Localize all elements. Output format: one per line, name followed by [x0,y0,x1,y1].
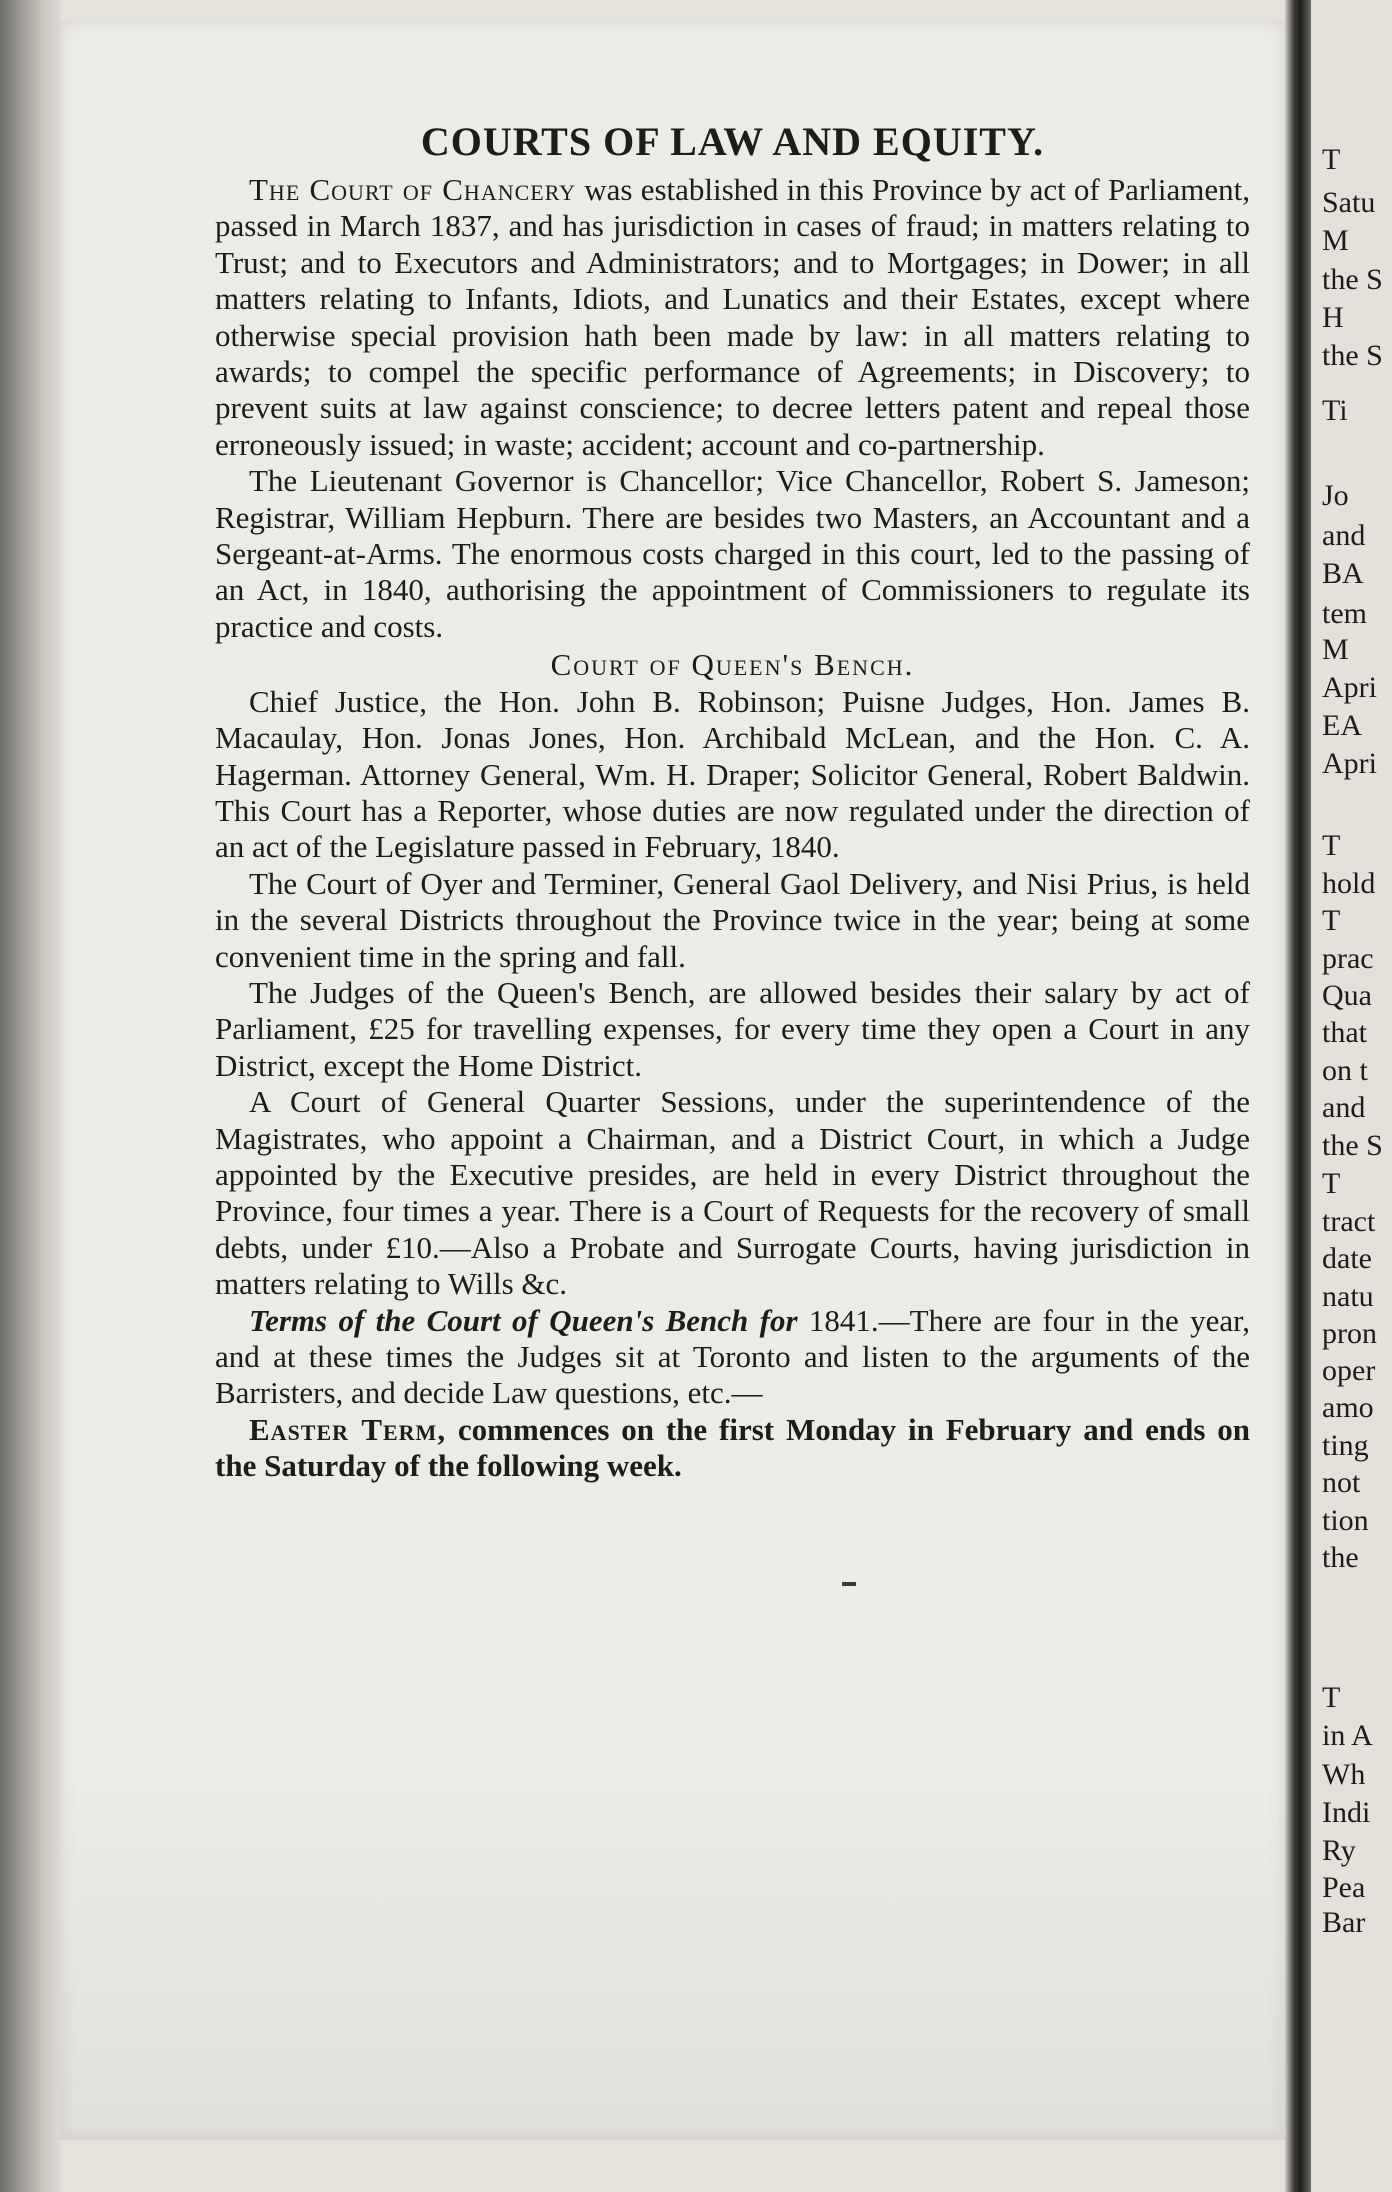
facing-page-fragment: amo [1322,1391,1374,1424]
paragraph-court-of-chancery [215,172,1250,463]
facing-page-fragment: BA [1322,557,1364,590]
paragraph-easter-term [215,1412,1250,1485]
facing-page-fragment: Apri [1322,671,1377,704]
facing-page-fragment: date [1322,1242,1372,1275]
paragraph-oyer-and-terminer: The Court of Oyer and Terminer, General Gaol Delivery, and Nisi Prius, is held in the several Districts throughout the Province twice in the year; being at some convenient time in the spring and fall. [215,865,1250,974]
paragraph-quarter-sessions: A Court of General Quarter Sessions, under the superintendence of the Magistrates, who appoint a Chairman, and a District Court, in which a Judge appointed by the Executive presides, are held in every District throughout the Province, four times a year. There is a Court of Requests for the recovery of small debts, under £10.—Also a Probate and Surrogate Courts, having jurisdiction in matters relating to Wills &c. [215,1084,1250,1302]
page-shading [60,1780,1285,2140]
facing-page-fragment: prac [1322,942,1374,975]
paragraph-judges-allowance: The Judges of the Queen's Bench, are allowed besides their salary by act of Parliament, £25 for travelling expenses, for every time they open a Court in any District, except the Home District. [215,974,1250,1083]
facing-page-fragment: and [1322,1091,1366,1124]
left-page-edge [0,0,60,2192]
facing-page-fragment: pron [1322,1317,1377,1350]
facing-page-fragment: the [1322,1541,1359,1574]
facing-page-fragment: tract [1322,1205,1376,1238]
facing-page-fragment: Ry [1322,1834,1356,1867]
facing-page-fragment: EA [1322,709,1362,742]
paragraph-chancery-officers: The Lieutenant Governor is Chancellor; Vice Chancellor, Robert S. Jameson; Registrar, William Hepburn. There are besides two Masters, an Accountant and a Sergeant-at-Arms. The enormous costs charged in this court, led to the passing of an Act, in 1840, authorising the appointment of Commissioners to regulate its practice and costs. [215,463,1250,644]
paragraph-lead: The Court of Chancery [249,172,577,207]
paragraph-text: was established in this Province by act of Parliament, passed in March 1837, and has jurisdiction in cases of fraud; in matters relating to Trust; and to Executors and Administrators; and to Mortgages; in Dower; in all matters relating to Infants, Idiots, and Lunatics and their Estates, except where otherwise special provision hath been made by law: in all matters relating to awards; to compel the specific performance of Agreements; in Discovery; to prevent suits at law against conscience; to decree letters patent and repeal those erroneously issued; in waste; accident; account and co-partnership. [215,172,1250,462]
printer-mark [842,1582,856,1586]
facing-page-fragment: Jo [1322,479,1349,512]
paragraph-text: commences on the first Monday in February and ends on the Saturday of the following week. [215,1411,1250,1484]
facing-page-fragment: in A [1322,1719,1373,1752]
facing-page-fragment: Satu [1322,186,1376,219]
text-column [215,118,1250,1485]
book-spine [1285,0,1311,2192]
facing-page-fragment: Apri [1322,747,1377,780]
facing-page-fragment: Ti [1322,394,1348,427]
facing-page-fragment: Indi [1322,1796,1371,1829]
paragraph-lead: Easter Term, [249,1411,447,1447]
facing-page-fragment: tem [1322,597,1367,630]
facing-page-fragment: T [1322,829,1341,862]
facing-page-fragment: T [1322,1167,1341,1200]
facing-page-fragment: tion [1322,1504,1369,1537]
facing-page-fragment: Bar [1322,1906,1366,1939]
page-heading: COURTS OF LAW AND EQUITY. [420,119,1045,164]
facing-page-fragment: ting [1322,1429,1369,1462]
facing-page-fragment: T [1322,143,1341,176]
facing-page-fragment: on t [1322,1054,1368,1087]
facing-page-fragment: and [1322,519,1366,552]
facing-page-fragment: not [1322,1466,1361,1499]
paragraph-queens-bench-judges: Chief Justice, the Hon. John B. Robinson; Puisne Judges, Hon. James B. Macaulay, Hon. Jonas Jones, Hon. Archibald McLean, and the Hon. C. A. Hagerman. Attorney General, Wm. H. Draper; Solicitor General, Robert Baldwin. This Court has a Reporter, whose duties are now regulated under the direction of an act of the Legislature passed in February, 1840. [215,683,1250,865]
facing-page-fragment: M [1322,633,1349,666]
facing-page-fragment: H [1322,301,1344,334]
facing-page-fragment: M [1322,224,1349,257]
facing-page-fragment: Qua [1322,979,1372,1012]
facing-page-fragment: the S [1322,1129,1383,1162]
facing-page-fragment: T [1322,1681,1341,1714]
facing-page-fragment: oper [1322,1354,1376,1387]
facing-page-fragment: the S [1322,263,1383,296]
facing-page-fragment: that [1322,1016,1367,1049]
facing-page-fragment: Pea [1322,1871,1366,1904]
paragraph-terms [215,1303,1250,1412]
facing-page-fragment: the S [1322,339,1383,372]
facing-page-fragment: T [1322,904,1341,937]
facing-page-fragment: natu [1322,1280,1374,1313]
facing-page-fragment: hold [1322,867,1376,900]
section-subheading: Court of Queen's Bench. [550,647,915,683]
paragraph-text: 1841.—There are four in the year, and at these times the Judges sit at Toronto and listen to the arguments of the Barristers, and decide Law questions, etc.— [215,1302,1250,1411]
facing-page-fragment: Wh [1322,1758,1366,1791]
paragraph-lead: Terms of the Court of Queen's Bench for [249,1302,798,1338]
